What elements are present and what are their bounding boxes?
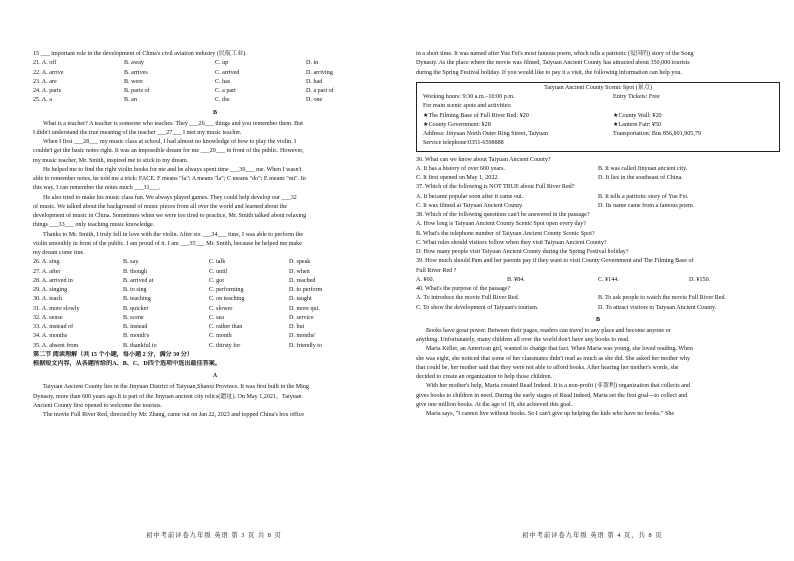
option-row (33, 342, 397, 351)
passage-line: couldn't get the basic notes right. It was an impossible dream for me ___29___ in front of the public. However, (33, 148, 304, 155)
option-row (416, 193, 780, 202)
option-text: B. month's (123, 333, 150, 340)
option-text: C. It was filmed at Taiyuan Ancient County. (416, 202, 524, 209)
option-text: 30. A. teach (33, 296, 63, 303)
option-text: D. speak (289, 259, 311, 266)
option-text: C. talk (209, 259, 226, 266)
passage-line: she was eight, she noticed that some of her classmates didn't read as much as she did. She asked her mother why (416, 355, 691, 362)
option-text: B. What's the telephone number of Taiyuan Ancient County Scenic Spot? (416, 230, 595, 237)
passage-line: Thanks to Mr. Smith, I truly fell in love with the violin. After six ___34___ time, I was able to perform the (43, 231, 304, 238)
option-text: C. on teaching (209, 296, 245, 303)
info-box-rows (423, 93, 773, 149)
option-text: B. To ask people to watch the movie Full River Red. (598, 295, 727, 302)
passage-line: in a short time. It was named after Yue Fei's most famous poem, which tells a patriotic (爱国的) story of the Song (416, 51, 694, 57)
option-row (33, 87, 397, 96)
section-b-heading: B (212, 109, 218, 116)
option-text: C. rather than (209, 324, 243, 330)
left-page-column (33, 50, 397, 420)
passage-line: my music teacher, Mr. Smith, inspired me to stick to my dream. (33, 157, 189, 164)
page-footer-left: 初中考前评卷九年级 英语 第 3 页 共 8 页 (146, 532, 282, 539)
passage-line: Maria says, "I cannot live without books. So I can't give up helping the kids who have no books." She (426, 411, 675, 417)
option-row (33, 96, 397, 105)
option-text: 28. A. arrived in (33, 277, 73, 284)
option-text: C. thirsty for (209, 342, 241, 349)
option-text: B. say. (123, 259, 140, 266)
option-row (416, 174, 780, 183)
section-b-heading-right: B (595, 316, 601, 323)
option-text: C. the (215, 97, 230, 104)
info-box-title: Taiyuan Ancient County Scenic Spot (景点) (544, 84, 652, 91)
option-text: C. slower (209, 305, 233, 312)
questions-21-25 (33, 59, 397, 105)
option-text: D. but (289, 324, 305, 330)
option-text: C. until (209, 268, 228, 275)
option-text: 34. A. months (33, 333, 68, 340)
passage-line: gives books to children in need. During the early stages of Read Indeed, Maria set the first goal—to collect and (416, 392, 688, 399)
option-text: 27. A. after (33, 268, 61, 275)
passage-intro-line: 15 ___ important role in the development of China's civil aviation industry (民航工业). (33, 51, 247, 57)
passage-line: I didn't understand the true meaning of the teacher ___27___ I met my music teacher. (33, 129, 242, 136)
option-text: A. It became popular soon after it came out. (416, 193, 524, 200)
option-text: C. ¥144. (598, 276, 619, 283)
option-text: B. an (124, 97, 137, 104)
option-text: B. It tells a patriotic story of Yue Fei. (598, 193, 689, 200)
question-stem: 38. Which of the following questions can't be answered in the passage? (416, 212, 590, 218)
info-item: Entry Tickets: Free (613, 94, 660, 100)
option-text: 29. A. singing (33, 287, 68, 293)
option-text: C. arrived (215, 69, 240, 76)
option-row (33, 323, 397, 332)
info-box-row (423, 130, 773, 139)
questions-36-40 (416, 156, 780, 313)
passage-line: of music. We talked about the background of music pieces from all over the world and learned about the (33, 203, 288, 210)
passage-a-reading (33, 383, 397, 420)
option-text: 25. A. a (33, 97, 52, 104)
passage-line: things ___33___ only teaching music knowledge. (33, 222, 155, 229)
right-page-column (416, 50, 780, 419)
question-stem: 40. What's the purpose of the passage? (416, 286, 511, 292)
option-text: D. one (306, 97, 323, 104)
option-text: B. quicker (123, 305, 149, 312)
passage-line: decided to create an organization to help those children. (416, 374, 553, 380)
option-text: D. ¥150. (689, 276, 711, 283)
option-text: D. had (306, 78, 323, 85)
info-item: Service telephone:0351-6598888 (423, 140, 504, 147)
option-text: A. How long is Taiyuan Ancient County Scenic Spot open every day? (416, 221, 587, 228)
option-text: B. parts of (124, 88, 150, 94)
option-text: B. scene (123, 314, 144, 321)
option-text: D. when (289, 268, 310, 275)
option-row (416, 304, 780, 313)
passage-line: Ancient County first opened to welcome the tourists. (33, 402, 162, 409)
option-row (33, 268, 397, 277)
option-text: D. reached (289, 277, 316, 284)
passage-line: Taiyuan Ancient County lies in the Jinyuan District of Taiyuan,Shanxi Province. It was first built in the Ming (43, 384, 309, 391)
option-text: C. It first opened on May 1, 2022. (416, 175, 499, 181)
option-text: 32. A. sense (33, 314, 63, 321)
questions-26-35 (33, 258, 397, 351)
scenic-spot-info-box (416, 82, 780, 152)
passage-a-continued (416, 50, 780, 78)
passage-line: He also tried to make his music class fun. We always played games. They could help develop our ___32 (43, 194, 297, 201)
option-text: 35. A. absent from (33, 342, 79, 349)
option-text: B. instead (123, 324, 148, 330)
passage-line: this way, I can remember the notes much ___31___. (33, 185, 161, 192)
passage-line: that could be, her mother said that they were not able to afford books. After hearing her mother's words, she (416, 364, 679, 371)
option-text: B. thankful to (123, 342, 157, 349)
option-text: B. arrives (124, 69, 148, 76)
option-text: B. It was called Jinyuan ancient city. (598, 165, 688, 172)
info-box-row (423, 112, 773, 121)
info-box-row (423, 121, 773, 130)
passage-line: give one million books. At the age of 18, she achieved this goal. (416, 401, 573, 408)
option-text: 24. A. parts (33, 88, 62, 94)
option-text: B. away (124, 60, 144, 67)
option-text: D. more qui. (289, 305, 320, 312)
section-a-heading: A (212, 373, 218, 380)
option-text: 23. A. are (33, 78, 57, 85)
option-row (33, 78, 397, 87)
option-text: D. To attract visitors to Taiyuan Ancient County. (598, 304, 717, 311)
question-stem: 37. Which of the following is NOT TRUE about Full River Red? (416, 184, 575, 191)
option-text: C. has (215, 78, 231, 85)
option-text: C. To show the development of Taiyuan's tourism. (416, 304, 539, 311)
option-row (33, 59, 397, 68)
page-footer-right: 初中考前评卷九年级 英语 第 4 页，共 8 页 (522, 532, 663, 539)
option-text: B. teaching (123, 296, 151, 303)
option-text: C. got (209, 277, 224, 284)
option-row (33, 314, 397, 323)
option-text: C. a part (215, 88, 236, 94)
option-row (416, 202, 780, 211)
option-row (416, 165, 780, 174)
info-item: ★Lantern Fair: ¥50 (613, 121, 662, 128)
option-text: C. up (215, 60, 229, 67)
option-row (33, 295, 397, 304)
passage-line: Dynasty. As the place where the movie was filmed, Taiyuan Ancient County has attracted about 350,000 tourists (416, 60, 690, 67)
info-item: Working hours: 9:30 a.m.–10:00 p.m. (423, 94, 515, 100)
part2-instructions: 根据短文内容，从各题所给的A、B、C、D四个选项中选出最佳答案。 (33, 361, 221, 367)
option-text: B. to sing (123, 287, 147, 293)
option-row (416, 294, 780, 303)
info-box-row (423, 139, 773, 148)
passage-line: development of music in China. Sometimes when we were too tired to practice, Mr. Smith talked about relaxing (33, 213, 307, 219)
option-text: 33. A. instead of (33, 324, 74, 330)
option-text: C. What rules should visitors follow when they visit Taiyuan Ancient County? (416, 239, 607, 246)
info-item: ★The Filming Base of Full River Red: ¥20 (423, 112, 529, 119)
option-row (33, 286, 397, 295)
passage-line: anything. Unfortunately, many children all over the world don't have any books to read. (416, 337, 630, 343)
passage-line: When I first ___28___ my music class at school, I had almost no knowledge of how to play the violin. I (43, 139, 297, 145)
option-text: D. months' (289, 333, 316, 340)
passage-line: Books have great power. Between their pages, readers can travel to any place and become anyone or (426, 327, 671, 334)
option-row (33, 258, 397, 267)
passage-line: Maria Keller, an American girl, wanted to change that fact. When Maria was young, she loved reading. When (426, 346, 693, 353)
option-text: D. service (289, 314, 314, 321)
passage-line: during the Spring Festival holiday. If you would like to pay it a visit, the following information can help you. (416, 69, 682, 76)
option-text: C. sea (209, 314, 224, 321)
option-text: B. though (123, 268, 148, 275)
passage-line: able to remember notes, he told me a trick: FACE. F means "fa"; A means "la"; C means "do"; E means "mi". In (33, 176, 306, 182)
info-box-row (423, 102, 773, 111)
passage-line: What is a teacher? A teacher is someone who teaches. They ___26___ things and you remember them. But (43, 120, 303, 127)
info-item: ★County Government: ¥28 (423, 121, 491, 128)
part2-title: 第二节 阅读理解（共 15 个小题，每小题 2 分，满分 30 分） (33, 351, 193, 358)
option-row (33, 277, 397, 286)
option-text: D. taught (289, 296, 312, 303)
option-text: D. friendly to (289, 342, 323, 349)
passage-line: He helped me to find the right violin books for me and he always spent time ___30___ me. When I wasn't (43, 166, 302, 173)
question-stem-cont: Full River Red ? (416, 267, 457, 274)
option-text: B. arrived at (123, 277, 154, 284)
option-text: D. It lies in the southeast of China. (598, 175, 683, 181)
option-text: B. ¥84. (507, 276, 525, 283)
info-item: Transportation: Bus 856,801,905,79 (613, 131, 701, 137)
passage-line: my dream come true. (33, 250, 85, 256)
option-text: D. to perform (289, 287, 323, 293)
option-text: 22. A. arrive (33, 69, 64, 76)
option-text: D. Its name came from a famous poem. (598, 202, 695, 209)
option-text: D. arriving (306, 69, 333, 76)
option-row (33, 69, 397, 78)
passage-line: With her mother's help, Maria created Read Indeed. It is a non-profit (非盈利) organization that collects and (426, 383, 691, 390)
option-text: 21. A. off (33, 60, 57, 67)
option-text: C. month (209, 333, 232, 340)
option-text: C. performing (209, 287, 244, 293)
option-text: 31. A. more slowly (33, 305, 80, 312)
option-row (33, 305, 397, 314)
option-row (33, 332, 397, 341)
option-text: D. in (306, 60, 319, 67)
option-text: D. a part of (306, 88, 334, 94)
info-item: ★County Wall: ¥20 (613, 112, 662, 119)
passage-line: The movie Full River Red, directed by Mr. Zhang, came out on Jan 22, 2023 and topped China's box office (43, 412, 305, 418)
option-text: A. It has a history of over 600 years. (416, 165, 506, 172)
option-text: A. ¥60. (416, 276, 435, 283)
info-item: For main scenic spots and activities: (423, 103, 512, 110)
option-row (416, 276, 780, 285)
option-text: D. How many people visit Taiyuan Ancient County during the Spring Festival holiday? (416, 249, 629, 255)
passage-line: Dynasty, more than 600 years ago.It is part of the Jinyuan ancient city relics(遗址). On May 1,2021，Taiyuan (33, 393, 302, 400)
passage-b-cloze (33, 120, 397, 259)
option-text: 26. A. sing (33, 259, 60, 266)
passage-b-reading (416, 327, 780, 420)
option-text: A. To introduce the movie Full River Red. (416, 295, 520, 302)
option-text: B. were (124, 78, 143, 85)
info-item: Address: Jinyuan North Outer Ring Street, Taiyuan (423, 131, 548, 137)
passage-line: violin smoothly in front of the public. I am proud of it. I am ___35___ Mr. Smith, because he helped me make (33, 240, 302, 247)
question-stem: 39. How much should Pam and her parents pay if they want to visit County Government and The Filming Base of (416, 258, 694, 265)
info-box-row (423, 93, 773, 102)
question-stem: 36. What can we know about Taiyuan Ancient County? (416, 156, 551, 163)
